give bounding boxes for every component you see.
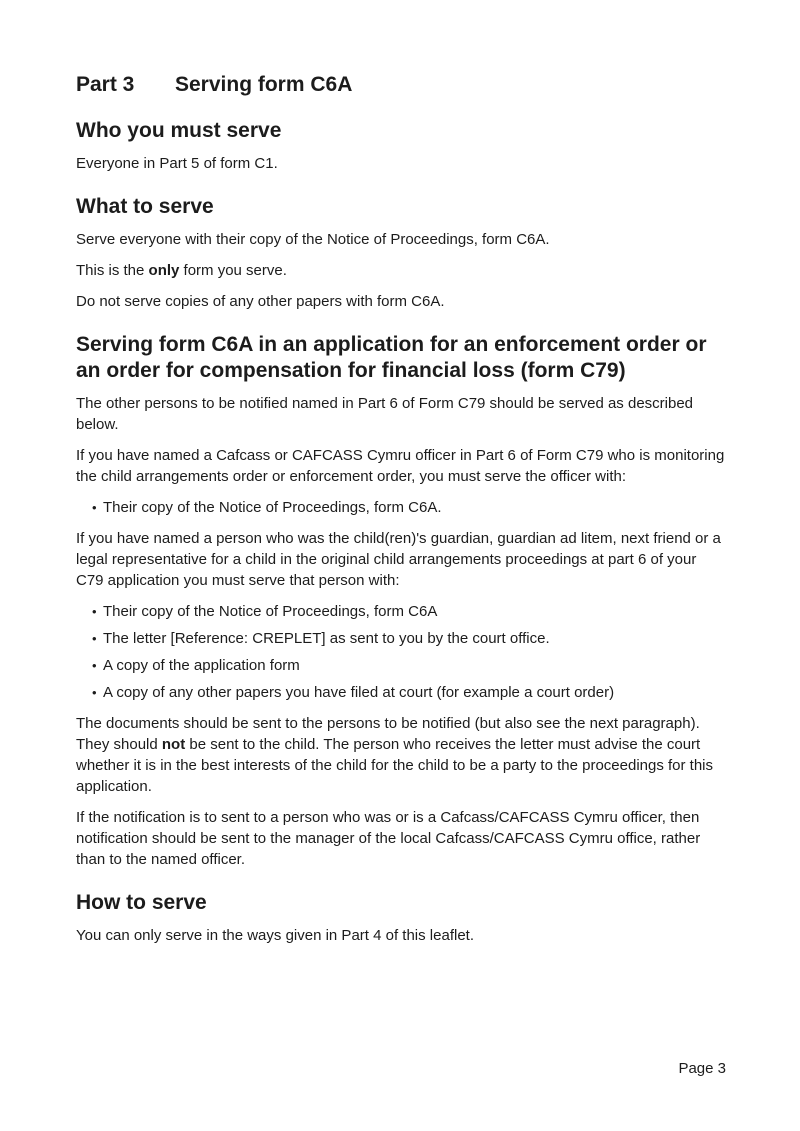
paragraph-notification-manager: If the notification is to sent to a person who was or is a Cafcass/CAFCASS Cymru officer, then notification should be sent to the manager of the local Cafcass/CAFCASS Cymru office, rather than to the named officer.	[76, 809, 701, 868]
paragraph-who-serve: Everyone in Part 5 of form C1.	[76, 155, 278, 172]
document-content	[76, 72, 726, 946]
paragraph-serve-everyone: Serve everyone with their copy of the Notice of Proceedings, form C6A.	[76, 231, 550, 248]
paragraph-documents-sent	[76, 713, 726, 797]
paragraph-documents-sent-pre: The documents should be sent to the persons to be notified (but also see the next paragraph). They should	[76, 715, 700, 753]
part-number: Part 3	[76, 73, 135, 96]
bullet-item: • The letter [Reference: CREPLET] as sent to you by the court office.	[103, 628, 726, 649]
bullet-item: • Their copy of the Notice of Proceedings, form C6A	[103, 601, 726, 622]
part-title	[76, 72, 726, 98]
section-heading-who-you-must-serve: Who you must serve	[76, 119, 282, 142]
section-heading-c79-line2: an order for compensation for financial loss (form C79)	[76, 359, 626, 382]
page-number: Page 3	[678, 1060, 726, 1077]
bullet-list-officer	[76, 497, 726, 518]
bullet-list-guardian	[76, 601, 726, 703]
bullet-item: • A copy of any other papers you have filed at court (for example a court order)	[103, 682, 726, 703]
paragraph-documents-sent-post: be sent to the child. The person who receives the letter must advise the court whether it is in the best interests of the child for the child to be a party to the proceedings for this application.	[76, 736, 714, 795]
section-heading-c79	[76, 332, 726, 384]
paragraph-only-form	[76, 260, 726, 281]
paragraph-named-cafcass-officer: If you have named a Cafcass or CAFCASS Cymru officer in Part 6 of Form C79 who is monitoring the child arrangements order or enforcement order, you must serve the officer with:	[76, 447, 725, 485]
paragraph-other-persons: The other persons to be notified named in Part 6 of Form C79 should be served as described below.	[76, 395, 694, 433]
paragraph-documents-sent-bold: not	[161, 736, 186, 753]
paragraph-how-serve: You can only serve in the ways given in Part 4 of this leaflet.	[76, 927, 475, 944]
part-title-text: Serving form C6A	[175, 73, 353, 96]
paragraph-only-form-post: form you serve.	[179, 262, 287, 279]
paragraph-do-not-serve: Do not serve copies of any other papers with form C6A.	[76, 293, 445, 310]
bullet-item: • Their copy of the Notice of Proceedings, form C6A.	[103, 497, 726, 518]
bullet-item: • A copy of the application form	[103, 655, 726, 676]
paragraph-only-form-pre: This is the	[76, 262, 149, 279]
paragraph-only-form-bold: only	[148, 262, 180, 279]
section-heading-c79-line1: Serving form C6A in an application for an enforcement order or	[76, 333, 707, 356]
section-heading-what-to-serve: What to serve	[76, 195, 214, 218]
section-heading-how-to-serve: How to serve	[76, 891, 207, 914]
paragraph-named-guardian: If you have named a person who was the child(ren)'s guardian, guardian ad litem, next friend or a legal representative for a child in the original child arrangements proceedings at part 6 of your C79 application you must serve that person with:	[76, 530, 721, 589]
